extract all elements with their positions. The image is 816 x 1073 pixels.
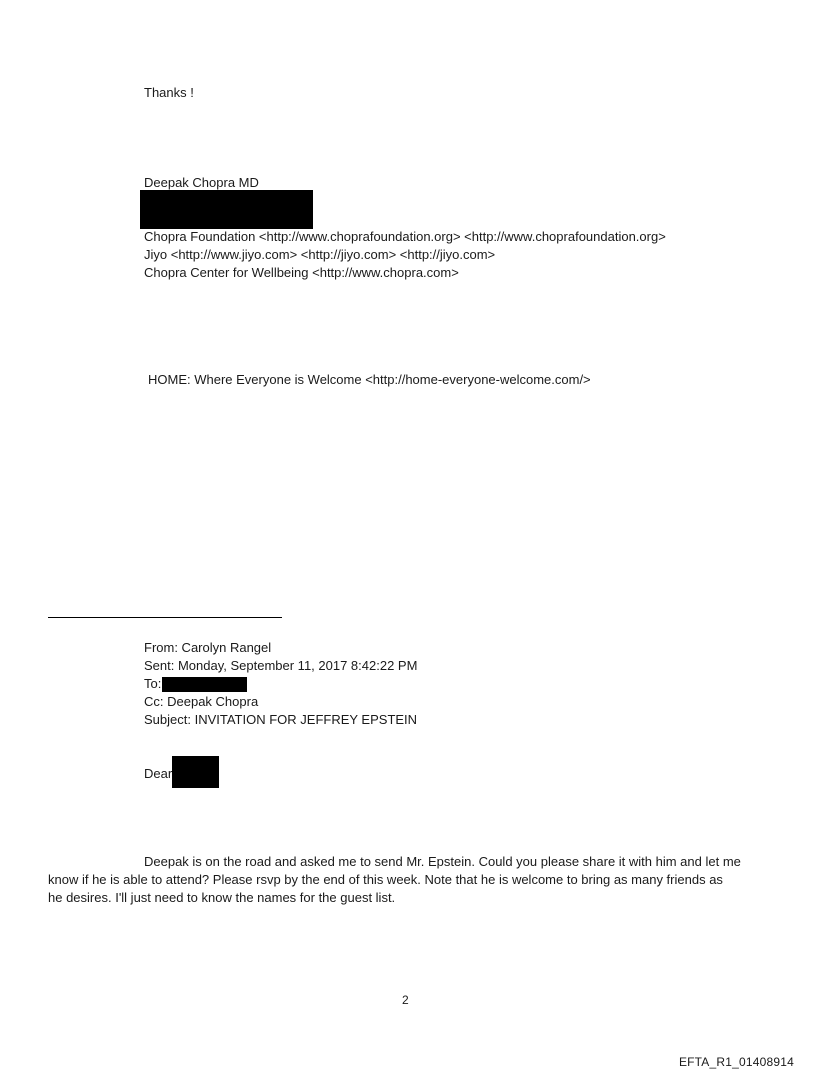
signature-jiyo-line: Jiyo <http://www.jiyo.com> <http://jiyo.com> <http://jiyo.com>: [144, 247, 496, 262]
body-line-3: he desires. I'll just need to know the names for the guest list.: [48, 890, 396, 905]
header-subject: Subject: INVITATION FOR JEFFREY EPSTEIN: [144, 712, 418, 727]
header-to: To:: [144, 676, 162, 691]
page-number: 2: [402, 993, 409, 1007]
signature-name: Deepak Chopra MD: [144, 175, 259, 190]
salutation: Dear: [144, 766, 173, 781]
body-paragraph: [48, 853, 778, 907]
separator-line: [48, 617, 282, 618]
body-line-1: Deepak is on the road and asked me to send Mr. Epstein. Could you please share it with him and let me: [144, 854, 741, 869]
bates-number: EFTA_R1_01408914: [678, 1055, 794, 1069]
header-sent: Sent: Monday, September 11, 2017 8:42:22 PM: [144, 658, 418, 673]
redaction-box-to: [162, 677, 247, 692]
redaction-box-signature: [140, 190, 313, 229]
thanks-text: Thanks !: [144, 85, 194, 100]
signature-home-line: HOME: Where Everyone is Welcome <http://home-everyone-welcome.com/>: [148, 372, 591, 387]
signature-center-line: Chopra Center for Wellbeing <http://www.chopra.com>: [144, 265, 459, 280]
redaction-box-salutation: [172, 756, 219, 788]
header-from: From: Carolyn Rangel: [144, 640, 272, 655]
body-line-2: know if he is able to attend? Please rsvp by the end of this week. Note that he is welcome to bring as many friends as: [48, 872, 723, 887]
header-cc: Cc: Deepak Chopra: [144, 694, 259, 709]
signature-foundation-line: Chopra Foundation <http://www.choprafoundation.org> <http://www.choprafoundation.org>: [144, 229, 666, 244]
